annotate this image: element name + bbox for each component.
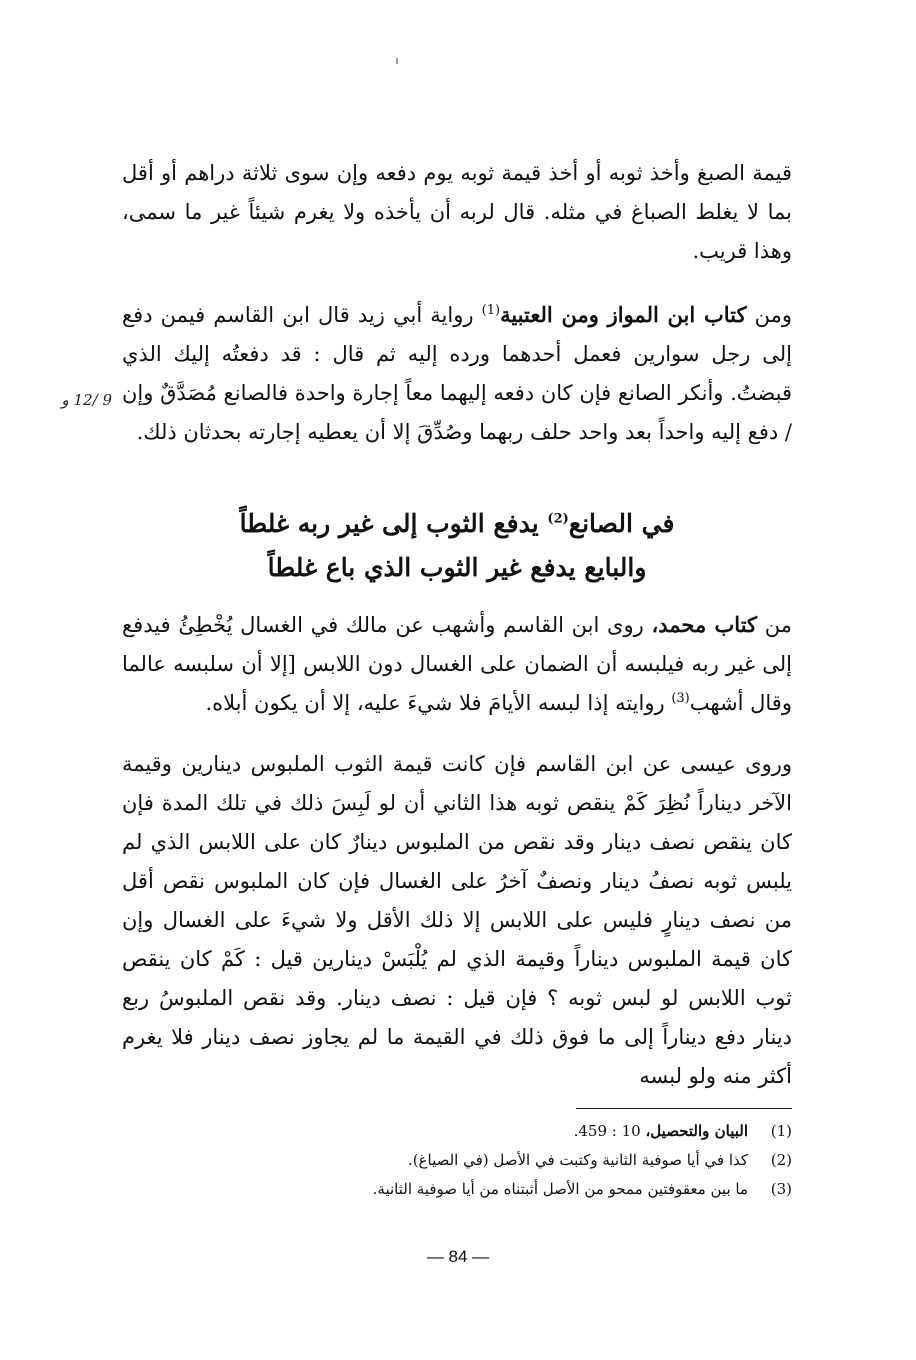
section-heading-line-1 — [122, 502, 792, 546]
paragraph-3-text-a: روى ابن القاسم وأشهب عن مالك في الغسال يُخْطِئُ فيدفع إلى غير ربه فيلبسه أن الضمان على الغسال دون اللابس [إلا أن سلبسه عالما وقال أشهب — [122, 613, 792, 715]
paragraph-2 — [122, 295, 792, 452]
page-number: — 84 — — [426, 1247, 490, 1266]
footnote-number: (1) — [770, 1122, 792, 1140]
paragraph-3-book-title: كتاب محمد، — [651, 612, 758, 637]
paragraph-4-text: وروى عيسى عن ابن القاسم فإن كانت قيمة الثوب الملبوس دينارين وقيمة الآخر ديناراً نُظِرَ كَمْ ينقص ثوبه هذا الثاني أن لو لَبِسَ ذلك في تلك المدة فإن كان ينقص نصف دينار وقد نقص من الملبوس دينارٌ كان على اللابس الذي لم يلبس ثوبه نصفُ دينار ونصفٌ آخرُ على الغسال فإن كان الملبوس نقص أقل من نصف دينارٍ فليس على اللابس إلا ذلك الأقل ولا شيءَ على الغسال وإن كان قيمة الملبوس ديناراً وقيمة الذي لم يُلْبَسْ دينارين قيل : كَمْ كان ينقص ثوب اللابس لو لبس ثوبه ؟ فإن قيل : نصف دينار. وقد نقص الملبوسُ ربع دينار دفع ديناراً إلى ما فوق ذلك في القيمة ما لم يجاوز نصف دينار فلا يغرم أكثر منه ولو لبسه — [122, 752, 792, 1088]
footnotes — [122, 1117, 792, 1204]
footnote-ref-3: (3) — [671, 691, 690, 706]
footnote-source-title: البيان والتحصيل، — [645, 1122, 748, 1140]
footnote-text — [122, 1117, 748, 1146]
heading-line-1-a: في الصانع — [568, 509, 675, 538]
scan-mark — [396, 58, 398, 64]
footnote-item — [122, 1175, 792, 1204]
paragraph-2-book-title: كتاب ابن المواز ومن العتبية — [500, 302, 747, 327]
heading-line-1-b: يدفع الثوب إلى غير ربه غلطاً — [239, 509, 548, 538]
paragraph-3-text-b: روايته إذا لبسه الأيامَ فلا شيءَ عليه، إلا أن يكون أبلاه. — [205, 691, 672, 715]
paragraph-4 — [122, 745, 792, 1096]
paragraph-2-text: رواية أبي زيد قال ابن القاسم فيمن دفع إلى رجل سوارين فعمل أحدهما ورده إليه ثم قال : قد دفعتُه إليك الذي قبضتُ. وأنكر الصانع فإن كان دفعه إليهما معاً إجارة واحدة فالصانع مُصَدَّقٌ وإن / دفع إليه واحداً بعد واحد حلف ربهما وصُدِّقَ إلا أن يعطيه إجارته بحدثان ذلك. — [122, 303, 792, 444]
footnote-number: (3) — [770, 1180, 792, 1198]
footnote-number: (2) — [770, 1151, 792, 1169]
footnote-source-ref: 10 : 459. — [573, 1122, 646, 1140]
footnote-text: كذا في أيا صوفية الثانية وكتبت في الأصل (في الصياغ). — [407, 1151, 748, 1169]
footnote-item — [122, 1117, 792, 1146]
footnote-ref-1: (1) — [481, 303, 501, 318]
margin-folio-note: 9 /12 و — [61, 391, 112, 409]
paragraph-2-body — [122, 295, 792, 452]
paragraph-1-text: قيمة الصبغ وأخذ ثوبه أو أخذ قيمة ثوبه يوم دفعه وإن سوى ثلاثة دراهم أو أقل بما لا يغلط الصباغ في مثله. قال لربه أن يأخذه ولا يغرم شيئاً غير ما سمى، وهذا قريب. — [122, 161, 792, 263]
paragraph-3-body — [122, 605, 792, 723]
paragraph-1 — [122, 154, 792, 271]
footnote-text: ما بين معقوفتين ممحو من الأصل أثبتناه من أيا صوفية الثانية. — [372, 1180, 748, 1198]
section-heading-line-2: والبايع يدفع غير الثوب الذي باع غلطاً — [267, 553, 647, 582]
footnote-separator — [576, 1108, 792, 1109]
paragraph-3-lead: من — [757, 613, 792, 637]
paragraph-3 — [122, 605, 792, 723]
paragraph-2-lead: ومن — [754, 303, 792, 327]
footnote-ref-2: (2) — [547, 511, 569, 527]
footnote-item — [122, 1146, 792, 1175]
